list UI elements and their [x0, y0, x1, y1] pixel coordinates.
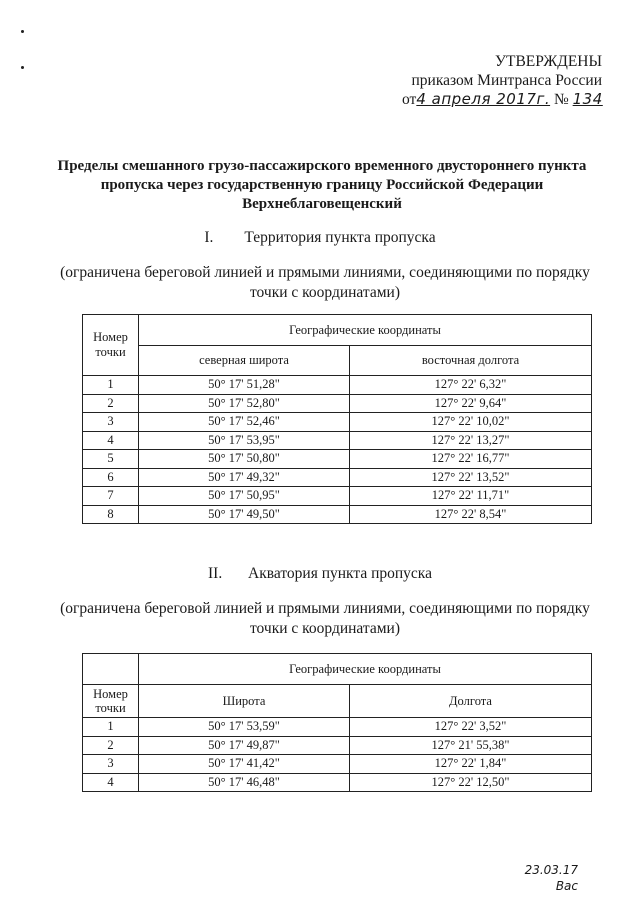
point-number-cell: 4 — [83, 431, 139, 450]
approval-block — [402, 52, 602, 109]
latitude-cell: 50° 17' 50,80" — [139, 450, 350, 469]
latitude-cell: 50° 17' 53,59" — [139, 718, 350, 737]
table-row — [83, 487, 592, 506]
table-row — [83, 736, 592, 755]
table-row — [83, 755, 592, 774]
column-header-latitude: Широта — [139, 685, 350, 718]
point-number-cell: 4 — [83, 773, 139, 792]
longitude-cell: 127° 22' 12,50" — [350, 773, 592, 792]
table-row — [83, 450, 592, 469]
document-title: Пределы смешанного грузо-пассажирского временного двустороннего пункта пропуска через государственную границу Российской Федерации Верхнеблаговещенский — [57, 158, 587, 212]
longitude-cell: 127° 22' 9,64" — [350, 394, 592, 413]
latitude-cell: 50° 17' 51,28" — [139, 376, 350, 395]
column-header-latitude: северная широта — [139, 346, 350, 376]
approval-number-label: № — [553, 91, 569, 108]
latitude-cell: 50° 17' 53,95" — [139, 431, 350, 450]
point-number-cell: 1 — [83, 718, 139, 737]
section-1-note: (ограничена береговой линией и прямыми линиями, соединяющими по порядку точки с координатами) — [60, 264, 590, 301]
column-header-geo: Географические координаты — [139, 654, 592, 685]
longitude-cell: 127° 22' 3,52" — [350, 718, 592, 737]
column-header-number: Номер точки — [83, 315, 139, 376]
table-row — [83, 431, 592, 450]
header-blank-cell — [83, 654, 139, 685]
table-row — [83, 468, 592, 487]
section-2-numeral: II. — [208, 565, 223, 582]
longitude-cell: 127° 22' 11,71" — [350, 487, 592, 506]
water-area-coordinates-table — [82, 653, 592, 792]
longitude-cell: 127° 22' 8,54" — [350, 505, 592, 524]
longitude-cell: 127° 22' 13,52" — [350, 468, 592, 487]
approval-line-1: УТВЕРЖДЕНЫ — [495, 53, 602, 70]
latitude-cell: 50° 17' 52,46" — [139, 413, 350, 432]
table-row — [83, 376, 592, 395]
column-header-longitude: Долгота — [350, 685, 592, 718]
approval-date: 4 апреля 2017г. — [416, 90, 551, 108]
latitude-cell: 50° 17' 50,95" — [139, 487, 350, 506]
column-header-geo: Географические координаты — [139, 315, 592, 346]
latitude-cell: 50° 17' 52,80" — [139, 394, 350, 413]
territory-coordinates-table — [82, 314, 592, 524]
approval-prefix: от — [402, 91, 417, 108]
latitude-cell: 50° 17' 46,48" — [139, 773, 350, 792]
point-number-cell: 7 — [83, 487, 139, 506]
longitude-cell: 127° 21' 55,38" — [350, 736, 592, 755]
longitude-cell: 127° 22' 6,32" — [350, 376, 592, 395]
latitude-cell: 50° 17' 49,87" — [139, 736, 350, 755]
point-number-cell: 6 — [83, 468, 139, 487]
longitude-cell: 127° 22' 16,77" — [350, 450, 592, 469]
longitude-cell: 127° 22' 13,27" — [350, 431, 592, 450]
longitude-cell: 127° 22' 1,84" — [350, 755, 592, 774]
column-header-number: Номер точки — [83, 685, 139, 718]
point-number-cell: 2 — [83, 394, 139, 413]
point-number-cell: 3 — [83, 413, 139, 432]
approval-line-3 — [402, 90, 602, 109]
latitude-cell: 50° 17' 41,42" — [139, 755, 350, 774]
point-number-cell: 1 — [83, 376, 139, 395]
section-2-note: (ограничена береговой линией и прямыми линиями, соединяющими по порядку точки с координатами) — [60, 600, 590, 637]
section-1-numeral: I. — [204, 229, 214, 246]
table-row — [83, 505, 592, 524]
handwritten-stamp — [525, 862, 578, 894]
table-row — [83, 773, 592, 792]
approval-line-2: приказом Минтранса России — [411, 72, 602, 89]
point-number-cell: 8 — [83, 505, 139, 524]
latitude-cell: 50° 17' 49,32" — [139, 468, 350, 487]
stamp-date: 23.03.17 — [524, 863, 578, 877]
table-row — [83, 718, 592, 737]
scan-speck — [21, 66, 24, 69]
scan-speck — [21, 30, 24, 33]
section-2-title: Акватория пункта пропуска — [248, 565, 432, 582]
latitude-cell: 50° 17' 49,50" — [139, 505, 350, 524]
approval-number: 134 — [572, 90, 603, 108]
table-row — [83, 394, 592, 413]
section-1-heading — [0, 229, 640, 247]
point-number-cell: 3 — [83, 755, 139, 774]
point-number-cell: 5 — [83, 450, 139, 469]
longitude-cell: 127° 22' 10,02" — [350, 413, 592, 432]
table-row — [83, 413, 592, 432]
column-header-longitude: восточная долгота — [350, 346, 592, 376]
point-number-cell: 2 — [83, 736, 139, 755]
stamp-initials: Вас — [555, 879, 578, 893]
section-2-heading — [0, 565, 640, 583]
section-1-title: Территория пункта пропуска — [244, 229, 436, 246]
